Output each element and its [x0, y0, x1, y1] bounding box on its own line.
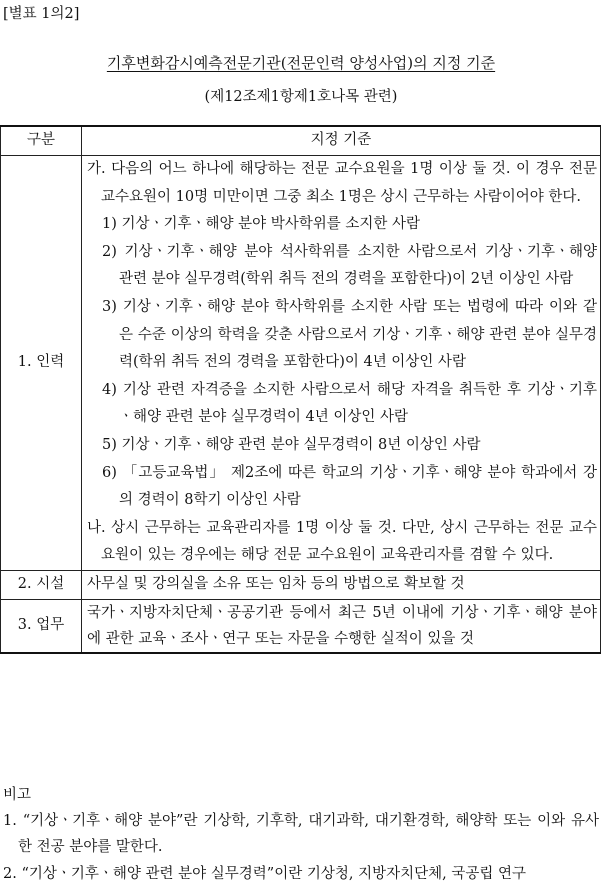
row-category-facilities: 2. 시설 [1, 570, 82, 599]
table-row-facilities [1, 570, 601, 599]
criterion-sub-4: 4) 기상 관련 자격증을 소지한 사람으로서 해당 자격을 취득한 후 기상ㆍ기후ㆍ해양 관련 분야 실무경력이 4년 이상인 사람 [102, 381, 597, 426]
criterion-sub-1: 1) 기상ㆍ기후ㆍ해양 분야 박사학위를 소지한 사람 [102, 216, 421, 233]
table-row-business [1, 599, 601, 653]
page-subtitle: (제12조제1항제1호나목 관련) [204, 89, 398, 105]
row-category-business: 3. 업무 [1, 599, 82, 653]
header-criteria: 지정 기준 [82, 126, 601, 156]
row-content-business: 국가ㆍ지방자치단체ㆍ공공기관 등에서 최근 5년 이내에 기상ㆍ기후ㆍ해양 분야에 관한 교육ㆍ조사ㆍ연구 또는 자문을 수행한 실적이 있을 것 [82, 599, 601, 653]
annex-label: [별표 1의2] [3, 6, 80, 22]
row-category-personnel: 1. 인력 [1, 156, 82, 571]
table-header-row [1, 126, 601, 156]
remarks-heading: 비고 [3, 787, 32, 803]
page-title: 기후변화감시예측전문기관(전문인력 양성사업)의 지정 기준 [106, 54, 496, 72]
criteria-table [0, 125, 601, 654]
row-content-personnel [82, 156, 601, 571]
criterion-sub-3: 3) 기상ㆍ기후ㆍ해양 분야 학사학위를 소지한 사람 또는 법령에 따라 이와 같은 수준 이상의 학력을 갖춘 사람으로서 기상ㆍ기후ㆍ해양 관련 분야 실무경력(학위 취득 전의 경력을 포함한다)이 4년 이상인 사람 [102, 298, 597, 371]
row-content-facilities: 사무실 및 강의실을 소유 또는 임차 등의 방법으로 확보할 것 [82, 570, 601, 599]
criterion-sub-2: 2) 기상ㆍ기후ㆍ해양 분야 석사학위를 소지한 사람으로서 기상ㆍ기후ㆍ해양 관련 분야 실무경력(학위 취득 전의 경력을 포함한다)이 2년 이상인 사람 [102, 243, 597, 288]
remark-item: 1. “기상ㆍ기후ㆍ해양 분야”란 기상학, 기후학, 대기과학, 대기환경학, 해양학 또는 이와 유사한 전공 분야를 말한다. [3, 813, 599, 855]
remark-item: 2. “기상ㆍ기후ㆍ해양 관련 분야 실무경력”이란 기상청, 지방자치단체, 국공립 연구 [3, 866, 526, 882]
remarks-list [3, 808, 599, 888]
header-category: 구분 [1, 126, 82, 156]
table-row-personnel [1, 156, 601, 571]
criterion-na: 나. 상시 근무하는 교육관리자를 1명 이상 둘 것. 다만, 상시 근무하는 전문 교수요원이 있는 경우에는 해당 전문 교수요원이 교육관리자를 겸할 수 있다. [87, 519, 597, 564]
criterion-sub-5: 5) 기상ㆍ기후ㆍ해양 관련 분야 실무경력이 8년 이상인 사람 [102, 436, 481, 453]
criterion-sub-6: 6) 「고등교육법」 제2조에 따른 학교의 기상ㆍ기후ㆍ해양 분야 학과에서 강의 경력이 8학기 이상인 사람 [102, 464, 597, 509]
criterion-ga: 가. 다음의 어느 하나에 해당하는 전문 교수요원을 1명 이상 둘 것. 이 경우 전문 교수요원이 10명 미만이면 그중 최소 1명은 상시 근무하는 사람이어야 한다. [87, 161, 597, 205]
